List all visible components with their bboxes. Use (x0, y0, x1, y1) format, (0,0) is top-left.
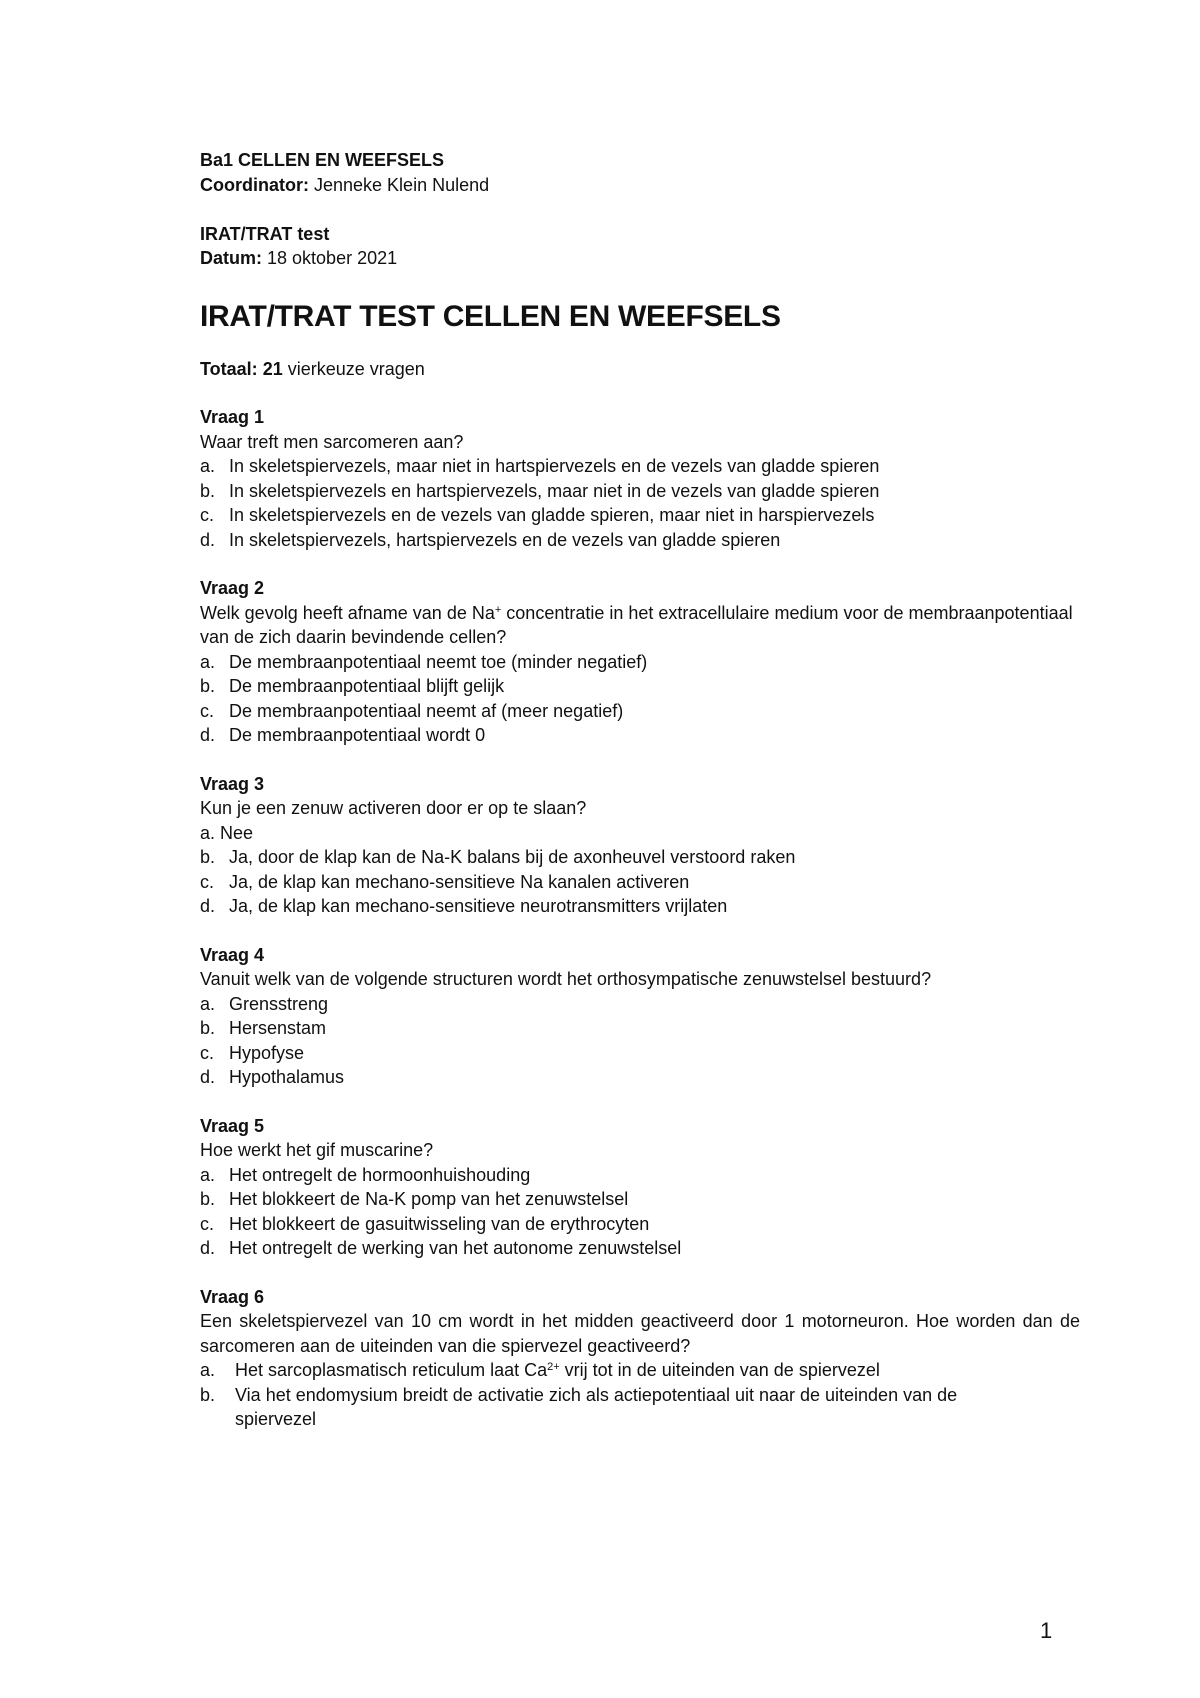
answer-option: b. Het blokkeert de Na-K pomp van het zenuwstelsel (200, 1189, 629, 1209)
answer-option: d. De membraanpotentiaal wordt 0 (200, 725, 486, 745)
answer-option: c. Ja, de klap kan mechano-sensitieve Na kanalen activeren (200, 871, 690, 892)
page-number: 1 (1040, 1618, 1053, 1643)
document-content (200, 148, 1080, 1432)
question-label: Vraag 6 (200, 1286, 265, 1307)
question-text: Waar treft men sarcomeren aan? (200, 431, 464, 452)
coordinator-line: Coordinator: Jenneke Klein Nulend (200, 174, 490, 195)
totaal-suffix: vierkeuze vragen (287, 358, 425, 379)
question-3 (200, 772, 1080, 919)
answer-option: d. In skeletspiervezels, hartspiervezels en de vezels van gladde spieren (200, 529, 781, 550)
question-4 (200, 943, 1080, 1090)
question-2 (200, 576, 1080, 748)
coordinator-name: Jenneke Klein Nulend (314, 174, 490, 195)
answer-option: a. In skeletspiervezels, maar niet in hartspiervezels en de vezels van gladde spieren (200, 456, 880, 476)
answer-option: d. Het ontregelt de werking van het autonome zenuwstelsel (200, 1238, 682, 1258)
page-title: IRAT/TRAT TEST CELLEN EN WEEFSELS (200, 299, 781, 333)
answer-option: b. Via het endomysium breidt de activatie zich als actiepotentiaal uit naar de uiteinden van de spiervezel (200, 1384, 958, 1429)
question-text: Kun je een zenuw activeren door er op te slaan? (200, 798, 587, 818)
question-label: Vraag 1 (200, 407, 265, 427)
answer-option: c. In skeletspiervezels en de vezels van gladde spieren, maar niet in harspiervezels (200, 505, 875, 525)
answer-option: a. Nee (200, 822, 254, 843)
question-label: Vraag 4 (200, 944, 265, 965)
question-6 (200, 1285, 1080, 1432)
answer-option: a. Het ontregelt de hormoonhuishouding (200, 1164, 531, 1185)
question-label: Vraag 2 (200, 578, 265, 598)
totaal-count: 21 (262, 358, 283, 379)
question-5 (200, 1114, 1080, 1261)
answer-option: d. Ja, de klap kan mechano-sensitieve neurotransmitters vrijlaten (200, 896, 728, 916)
answer-option: b. Hersenstam (200, 1018, 327, 1038)
date-value: 18 oktober 2021 (267, 248, 398, 268)
answer-option: c. Hypofyse (200, 1042, 305, 1063)
test-name: IRAT/TRAT test (200, 223, 330, 244)
answer-option: b. Ja, door de klap kan de Na-K balans bij de axonheuvel verstoord raken (200, 847, 796, 867)
answer-option: d. Hypothalamus (200, 1067, 345, 1087)
question-text: Hoe werkt het gif muscarine? (200, 1140, 434, 1160)
question-label: Vraag 5 (200, 1115, 265, 1136)
answer-option: c. Het blokkeert de gasuitwisseling van de erythrocyten (200, 1213, 650, 1234)
answer-option: a. De membraanpotentiaal neemt toe (minder negatief) (200, 651, 648, 672)
question-label: Vraag 3 (200, 773, 265, 794)
answer-option: b. In skeletspiervezels en hartspiervezels, maar niet in de vezels van gladde spieren (200, 480, 880, 501)
answer-option: a. Het sarcoplasmatisch reticulum laat $Ca^{2+}$ vrij tot in de uiteinden van de spiervezel (200, 1360, 880, 1380)
course-title: Ba1 CELLEN EN WEEFSELS (200, 150, 445, 170)
question-text: Welk gevolg heeft afname van de Na+ concentratie in het extracellulaire medium voor de membraanpotentiaal van de zich daarin bevindende cellen? (200, 602, 1073, 647)
answer-option: a. Grensstreng (200, 993, 329, 1014)
question-1 (200, 405, 1080, 552)
answer-option: c. De membraanpotentiaal neemt af (meer negatief) (200, 700, 624, 721)
question-text: Vanuit welk van de volgende structuren wordt het orthosympatische zenuwstelsel bestuurd? (200, 969, 932, 989)
date-line: Datum: 18 oktober 2021 (200, 248, 398, 268)
question-text: Een skeletspiervezel van 10 cm wordt in het midden geactiveerd door 1 motorneuron. Hoe worden dan de sarcomeren aan de uiteinden van die spiervezel geactiveerd? (200, 1311, 1080, 1356)
answer-option: b. De membraanpotentiaal blijft gelijk (200, 676, 505, 696)
totaal-line: Totaal: 21 vierkeuze vragen (200, 358, 425, 379)
